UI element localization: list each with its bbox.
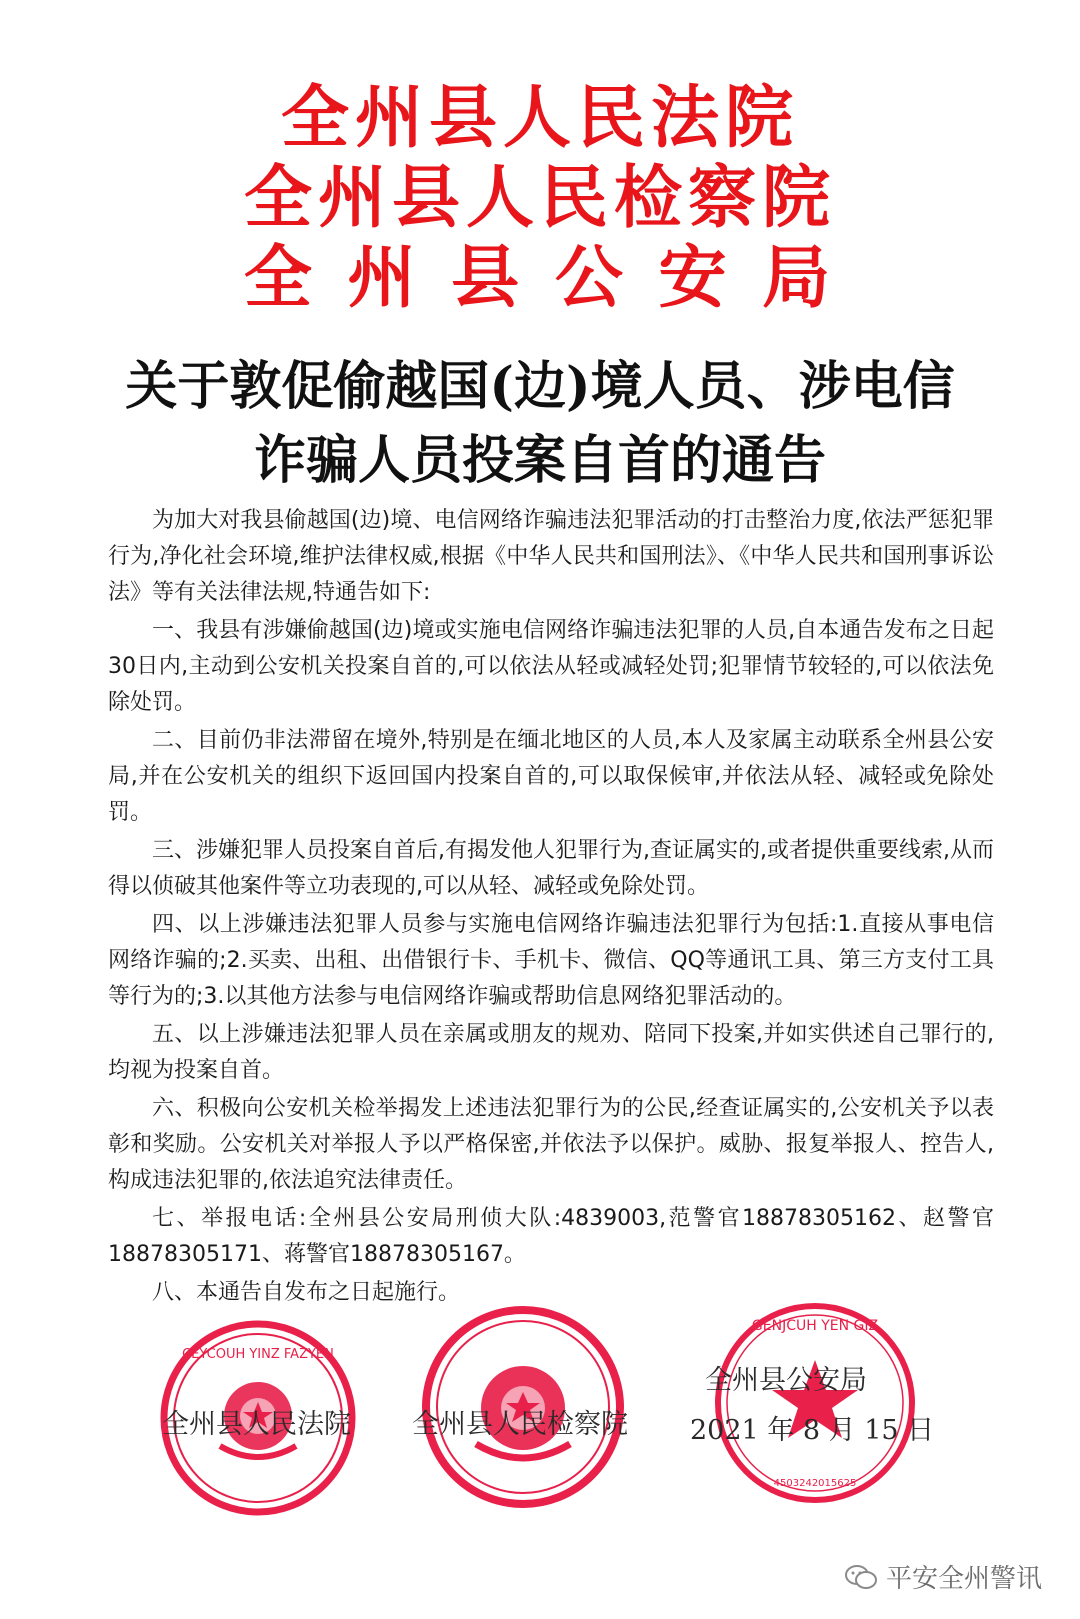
paragraph-intro: 为加大对我县偷越国(边)境、电信网络诈骗违法犯罪活动的打击整治力度,依法严惩犯罪行为,净化社会环境,维护法律权威,根据《中华人民共和国刑法》、《中华人民共和国刑事诉讼法》等有关法律法规,特通告如下: — [108, 508, 994, 605]
notice-title — [60, 350, 1020, 498]
source-watermark — [844, 1558, 1042, 1595]
issuer-police: 全 州 县 公 安 局 — [243, 238, 837, 318]
paragraph-8: 八、本通告自发布之日起施行。 — [152, 1280, 461, 1305]
paragraph-7: 七、举报电话:全州县公安局刑侦大队:4839003,范警官18878305162、赵警官18878305171、蒋警官18878305167。 — [108, 1206, 994, 1267]
issuer-header — [0, 78, 1080, 324]
svg-text:GENJCUH YEN GIZ: GENJCUH YEN GIZ — [751, 1318, 879, 1334]
wechat-icon — [844, 1564, 878, 1590]
signature-police: 全州县公安局 — [705, 1365, 867, 1396]
police-seal-graphic — [712, 1300, 918, 1506]
signature-date: 2021 年 8 月 15 日 — [690, 1415, 935, 1446]
title-line-1: 关于敦促偷越国(边)境人员、涉电信 — [125, 356, 955, 417]
police-seal — [712, 1300, 918, 1506]
svg-text:CEYCOUH YINZ FAZYEN: CEYCOUH YINZ FAZYEN — [182, 1347, 334, 1362]
paragraph-6: 六、积极向公安机关检举揭发上述违法犯罪行为的公民,经查证属实的,公安机关予以表彰和奖励。公安机关对举报人予以严格保密,并依法予以保护。威胁、报复举报人、控告人,构成违法犯罪的,依法追究法律责任。 — [108, 1096, 994, 1193]
svg-text:4503242015625: 4503242015625 — [773, 1478, 857, 1489]
notice-body — [108, 503, 994, 1311]
paragraph-1: 一、我县有涉嫌偷越国(边)境或实施电信网络诈骗违法犯罪的人员,自本通告发布之日起30日内,主动到公安机关投案自首的,可以依法从轻或减轻处罚;犯罪情节较轻的,可以依法免除处罚。 — [108, 618, 994, 715]
paragraph-4: 四、以上涉嫌违法犯罪人员参与实施电信网络诈骗违法犯罪行为包括:1.直接从事电信网络诈骗的;2.买卖、出租、出借银行卡、手机卡、微信、QQ等通讯工具、第三方支付工具等行为的;3.以其他方法参与电信网络诈骗或帮助信息网络犯罪活动的。 — [108, 912, 994, 1009]
title-line-2: 诈骗人员投案自首的通告 — [253, 430, 826, 491]
issuer-procuratorate: 全州县人民检察院 — [243, 158, 836, 238]
watermark-text: 平安全州警讯 — [885, 1564, 1042, 1594]
signature-procuratorate: 全州县人民检察院 — [412, 1409, 628, 1440]
issuer-court: 全州县人民法院 — [280, 78, 799, 158]
signature-court: 全州县人民法院 — [162, 1409, 351, 1440]
paragraph-2: 二、目前仍非法滞留在境外,特别是在缅北地区的人员,本人及家属主动联系全州县公安局,并在公安机关的组织下返回国内投案自首的,可以取保候审,并依法从轻、减轻或免除处罚。 — [108, 728, 994, 825]
paragraph-5: 五、以上涉嫌违法犯罪人员在亲属或朋友的规劝、陪同下投案,并如实供述自己罪行的,均视为投案自首。 — [108, 1022, 994, 1083]
paragraph-3: 三、涉嫌犯罪人员投案自首后,有揭发他人犯罪行为,查证属实的,或者提供重要线索,从而得以侦破其他案件等立功表现的,可以从轻、减轻或免除处罚。 — [108, 838, 994, 899]
